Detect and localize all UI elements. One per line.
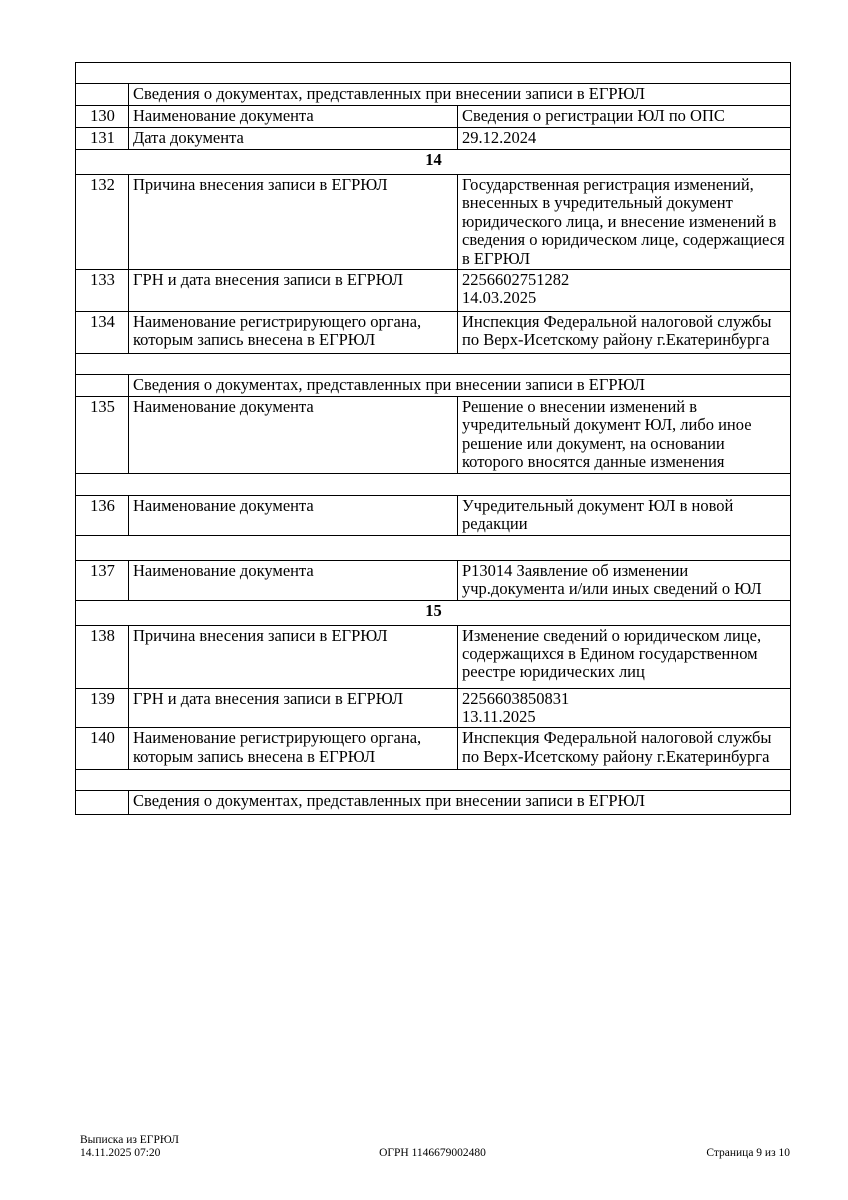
field-value-line: Р13014 Заявление об изменении учр.документа и/или иных сведений о ЮЛ	[462, 560, 762, 599]
row-number: 132	[76, 175, 129, 270]
field-value	[458, 495, 791, 535]
field-value-line: Решение о внесении изменений в учредительный документ ЮЛ, либо иное решение или документ, на основании которого вносятся данные изменения	[462, 397, 752, 472]
field-label: Наименование документа	[129, 495, 458, 535]
record-row-130	[76, 106, 791, 128]
record-row-133	[76, 270, 791, 312]
field-label: Наименование документа	[129, 397, 458, 474]
docs-header-text: Сведения о документах, представленных при внесении записи в ЕГРЮЛ	[129, 375, 791, 397]
footer-doc-datetime: 14.11.2025 07:20	[80, 1147, 161, 1159]
table-row-docs_header	[76, 375, 791, 397]
table-row-spacer	[76, 535, 791, 560]
table-row-section	[76, 150, 791, 175]
field-label: ГРН и дата внесения записи в ЕГРЮЛ	[129, 270, 458, 312]
row-number: 136	[76, 495, 129, 535]
field-value-line: 2256603850831	[462, 688, 570, 708]
field-label: Наименование регистрирующего органа, которым запись внесена в ЕГРЮЛ	[129, 312, 458, 354]
field-label: Причина внесения записи в ЕГРЮЛ	[129, 175, 458, 270]
row-number-cell-empty	[76, 791, 129, 815]
field-value	[458, 106, 791, 128]
spacer-cell	[76, 535, 791, 560]
section-number: 14	[76, 150, 791, 175]
record-row-131	[76, 128, 791, 150]
field-value	[458, 312, 791, 354]
table-row-section	[76, 600, 791, 625]
field-value-line: Учредительный документ ЮЛ в новой редакции	[462, 495, 734, 534]
field-value-line: Сведения о регистрации ЮЛ по ОПС	[462, 106, 725, 125]
field-value-line: 29.12.2024	[462, 128, 537, 147]
record-row-140	[76, 728, 791, 770]
field-value	[458, 128, 791, 150]
field-label: Наименование регистрирующего органа, которым запись внесена в ЕГРЮЛ	[129, 728, 458, 770]
section-number: 15	[76, 600, 791, 625]
egrul-records-table	[75, 62, 791, 815]
field-value-line: 13.11.2025	[462, 707, 536, 727]
footer-page-number: Страница 9 из 10	[706, 1147, 790, 1159]
spacer-cell	[76, 473, 791, 495]
spacer-cell	[76, 63, 791, 84]
field-label: Наименование документа	[129, 560, 458, 600]
docs-header-text: Сведения о документах, представленных при внесении записи в ЕГРЮЛ	[129, 791, 791, 815]
spacer-cell	[76, 770, 791, 791]
row-number: 133	[76, 270, 129, 312]
field-label: Причина внесения записи в ЕГРЮЛ	[129, 625, 458, 688]
field-value	[458, 560, 791, 600]
spacer-cell	[76, 354, 791, 375]
row-number: 138	[76, 625, 129, 688]
row-number: 135	[76, 397, 129, 474]
field-value-line: Государственная регистрация изменений, внесенных в учредительный документ юридического лица, и внесение изменений в сведения о юридическом лице, содержащиеся в ЕГРЮЛ	[462, 175, 785, 268]
field-value	[458, 175, 791, 270]
table-row-spacer	[76, 354, 791, 375]
field-label: Дата документа	[129, 128, 458, 150]
row-number: 137	[76, 560, 129, 600]
row-number-cell-empty	[76, 84, 129, 106]
row-number: 131	[76, 128, 129, 150]
table-row-docs_header	[76, 84, 791, 106]
record-row-135	[76, 397, 791, 474]
field-value	[458, 397, 791, 474]
table-row-spacer	[76, 770, 791, 791]
row-number: 140	[76, 728, 129, 770]
field-label: Наименование документа	[129, 106, 458, 128]
table-row-docs_header	[76, 791, 791, 815]
row-number: 130	[76, 106, 129, 128]
field-label: ГРН и дата внесения записи в ЕГРЮЛ	[129, 688, 458, 728]
field-value-line: 2256602751282	[462, 270, 570, 290]
table-row-spacer	[76, 473, 791, 495]
field-value	[458, 688, 791, 728]
record-row-134	[76, 312, 791, 354]
field-value-line: 14.03.2025	[462, 288, 537, 308]
record-row-132	[76, 175, 791, 270]
row-number-cell-empty	[76, 375, 129, 397]
footer-doc-title: Выписка из ЕГРЮЛ	[80, 1134, 179, 1146]
record-row-138	[76, 625, 791, 688]
docs-header-text: Сведения о документах, представленных при внесении записи в ЕГРЮЛ	[129, 84, 791, 106]
field-value-line: Инспекция Федеральной налоговой службы по Верх-Исетскому району г.Екатеринбурга	[462, 312, 772, 350]
field-value	[458, 625, 791, 688]
record-row-136	[76, 495, 791, 535]
record-row-139	[76, 688, 791, 728]
field-value	[458, 728, 791, 770]
row-number: 134	[76, 312, 129, 354]
row-number: 139	[76, 688, 129, 728]
footer-ogrn: ОГРН 1146679002480	[379, 1147, 486, 1159]
table-row-empty	[76, 63, 791, 84]
record-row-137	[76, 560, 791, 600]
field-value-line: Изменение сведений о юридическом лице, содержащихся в Едином государственном реестре юридических лиц	[462, 625, 762, 682]
field-value	[458, 270, 791, 312]
field-value-line: Инспекция Федеральной налоговой службы по Верх-Исетскому району г.Екатеринбурга	[462, 728, 772, 766]
